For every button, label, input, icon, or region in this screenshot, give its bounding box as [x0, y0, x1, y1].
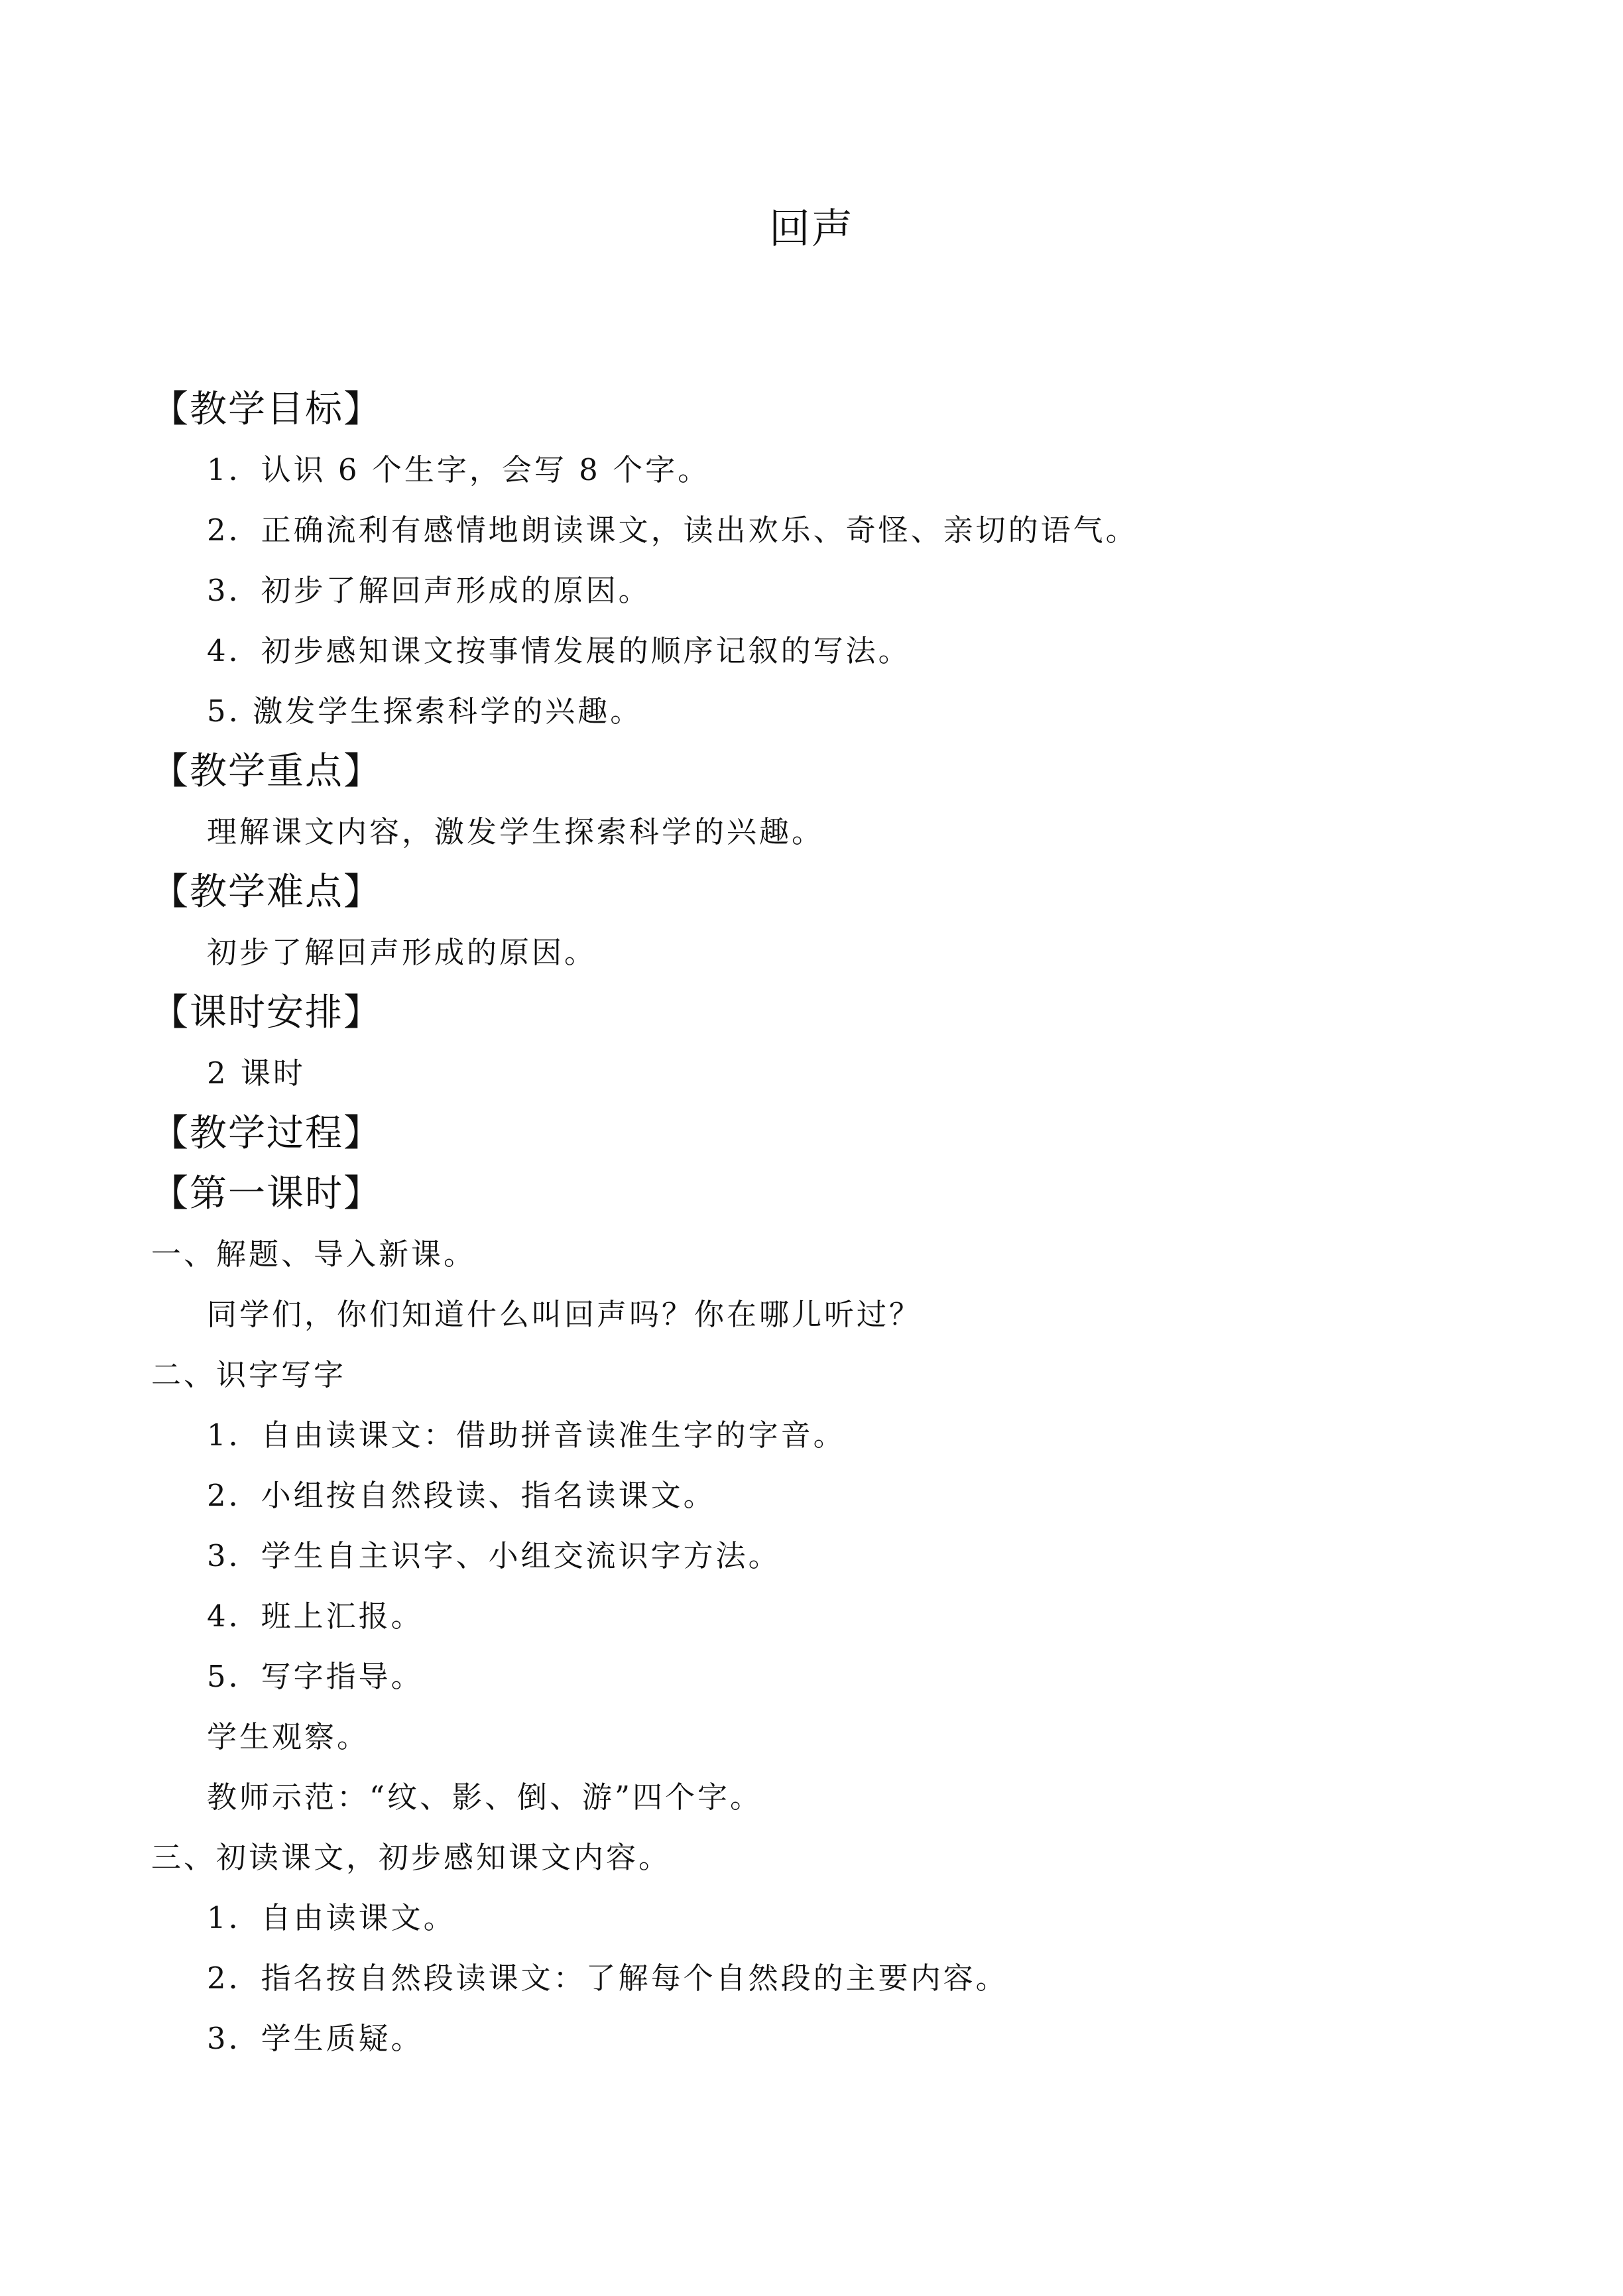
document-title: 回声	[768, 204, 854, 253]
body-text-line: 同学们，你们知道什么叫回声吗？你在哪儿听过？	[207, 1297, 922, 1332]
body-text-line: 1．自由读课文。	[207, 1900, 456, 1935]
section-heading: 【教学目标】	[151, 388, 382, 431]
body-text-line: 学生观察。	[207, 1719, 370, 1754]
body-text-line: 2．正确流利有感情地朗读课文，读出欢乐、奇怪、亲切的语气。	[207, 513, 1138, 548]
step-heading: 三、初读课文，初步感知课文内容。	[151, 1840, 672, 1875]
body-text-line: 2．小组按自然段读、指名读课文。	[207, 1478, 716, 1513]
body-text-line: 1．认识 6 个生字，会写 8 个字。	[207, 452, 711, 487]
body-text-line: 5. 激发学生探索科学的兴趣。	[207, 694, 643, 729]
body-text-line: 初步了解回声形成的原因。	[207, 935, 597, 970]
section-heading: 【课时安排】	[151, 991, 382, 1034]
section-heading: 【教学重点】	[151, 750, 382, 793]
body-text-line: 教师示范：“纹、影、倒、游”四个字。	[207, 1780, 763, 1815]
section-heading: 【教学难点】	[151, 871, 382, 914]
document-body	[151, 379, 1477, 2069]
body-text-line: 1．自由读课文：借助拼音读准生字的字音。	[207, 1418, 846, 1453]
body-text-line: 3．学生自主识字、小组交流识字方法。	[207, 1538, 781, 1573]
body-text-line: 4．初步感知课文按事情发展的顺序记叙的写法。	[207, 633, 911, 668]
body-text-line: 2 课时	[207, 1056, 306, 1091]
body-text-line: 3．学生质疑。	[207, 2021, 424, 2056]
section-heading: 【第一课时】	[151, 1172, 382, 1215]
section-heading: 【教学过程】	[151, 1112, 382, 1155]
body-text-line: 5．写字指导。	[207, 1659, 424, 1694]
step-heading: 二、识字写字	[151, 1357, 347, 1392]
body-text-line: 理解课文内容，激发学生探索科学的兴趣。	[207, 814, 825, 849]
body-text-line: 3．初步了解回声形成的原因。	[207, 573, 651, 608]
body-text-line: 2．指名按自然段读课文：了解每个自然段的主要内容。	[207, 1961, 1008, 1996]
body-text-line: 4．班上汇报。	[207, 1599, 424, 1634]
step-heading: 一、解题、导入新课。	[151, 1237, 477, 1272]
